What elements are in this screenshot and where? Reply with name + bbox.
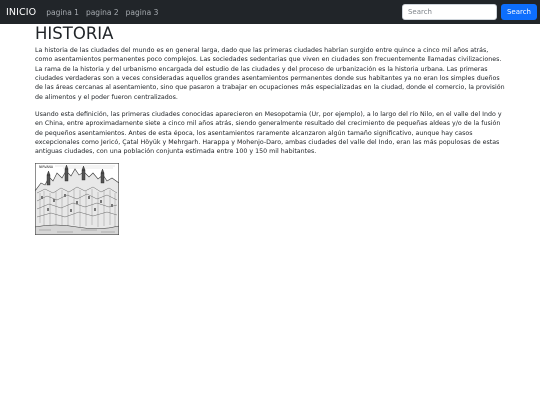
main-content (35, 25, 505, 235)
top-navbar (0, 0, 540, 24)
page-title: HISTORIA (35, 24, 114, 43)
nav-brand[interactable]: INICIO (6, 6, 37, 18)
engraving-caption: NIRVANA (39, 164, 54, 169)
search-button[interactable]: Search (501, 4, 537, 20)
history-paragraph-1: La historia de las ciudades del mundo es en general larga, dado que las primeras ciudades habrían surgido entre quince a cinco mil años atrás, como asentamientos permanentes poco complejos. Las sociedades sedentarias que viven en ciudades son frecuentemente llamadas civilizaciones. La rama de la historia y del urbanismo encargada del estudio de las ciudades y del proceso de urbanización es la historia urbana. Las primeras ciudades verdaderas son a veces consideradas aquellos grandes asentamientos permanentes donde sus habitantes ya no eran los simples dueños de las áreas cercanas al asentamiento, sino que pasaron a trabajar en ocupaciones más especializadas en la ciudad, donde el comercio, la provisión de alimentos y el poder fueron centralizados. (35, 47, 505, 101)
woodcut-city-icon (35, 163, 119, 235)
city-engraving-image (35, 163, 119, 235)
search-input[interactable] (402, 4, 497, 20)
history-paragraph-2: Usando esta definición, las primeras ciudades conocidas aparecieron en Mesopotamia (Ur, por ejemplo), a lo largo del río Nilo, en el valle del Indo y en China, entre aproximadamente siete a cinco mil años atrás, siendo generalmente resultado del crecimiento de pequeñas aldeas y/o de la fusión de pequeños asentamientos. Antes de esta época, los asentamientos raramente alcanzaron algún tamaño significativo, aunque hay casos excepcionales como Jericó, Çatal Höyük y Mehrgarh. Harappa y Mohenjo-Daro, ambas ciudades del valle del Indo, eran las más populosas de estas antiguas ciudades, con una población conjunta estimada entre 100 y 150 mil habitantes. (35, 111, 502, 156)
nav-link-pagina-3[interactable]: pagina 3 (125, 7, 159, 17)
nav-link-pagina-1[interactable]: pagina 1 (46, 7, 79, 17)
nav-link-pagina-2[interactable]: pagina 2 (85, 7, 119, 17)
